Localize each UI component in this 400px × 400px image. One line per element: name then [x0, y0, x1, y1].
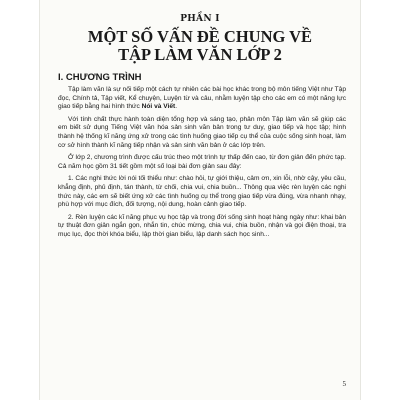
- body-text: [58, 86, 346, 244]
- part-label: PHẦN I: [180, 14, 220, 24]
- list-item-2: 2. Rèn luyện các kĩ năng phục vụ học tập và trong đời sống sinh hoạt hàng ngày như: khai bản tự thuật đơn giản ngắn gọn, nhắn tin, chúc mừng, chia vui, chia buồn, nhận và gọi điện thoại, tra mục lục, đọc thời khóa biểu, lập thời gian biểu, lập danh sách học sinh...: [58, 213, 346, 238]
- book-page: [40, 0, 360, 400]
- paragraph-1-text: Tập làm văn là sự nối tiếp một cách tự nhiên các bài học khác trong bộ môn tiếng Việt như Tập đọc, Chính tả, Tập viết, Kể chuyện, Luyện từ và câu, nhằm luyện tập cho các em có một năng lực giao tiếp bằng hai hình thức: [58, 86, 347, 111]
- paragraph-3: Ở lớp 2, chương trình được cấu trúc theo một trình tự thấp đến cao, từ đơn giản đến phức tạp. Cả năm học gồm 31 tiết gồm một số loại bài đơn giản sau đây:: [58, 154, 346, 170]
- title-line-1: MỘT SỐ VẤN ĐỀ CHUNG VỀ: [87, 27, 313, 46]
- paragraph-1-bold: Nói và Viết: [141, 103, 176, 111]
- title-line-2: TẬP LÀM VĂN LỚP 2: [118, 45, 282, 64]
- page-number: 5: [342, 380, 346, 388]
- paragraph-1: [58, 86, 346, 112]
- section-heading: I. CHƯƠNG TRÌNH: [58, 72, 142, 83]
- list-item-1: 1. Các nghi thức lời nói tối thiểu như: chào hỏi, tự giới thiệu, cảm ơn, xin lỗi, nhờ cậy, yêu cầu, khẳng định, phủ định, tán thành, từ chối, chia vui, chia buồn... Thông qua việc rèn luyện các nghi thức này, các em sẽ biết ứng xử các tình huống cụ thể trong giao tiếp vừa đúng, vừa nhanh nhạy, phù hợp với mục đích, đối tượng, nội dung, hoàn cảnh giao tiếp.: [58, 175, 346, 209]
- paragraph-2: Với tính chất thực hành toàn diện tổng hợp và sáng tạo, phân môn Tập làm văn sẽ giúp các em biết sử dụng Tiếng Việt văn hóa sản sinh văn bản trong tư duy, giao tiếp và học tập; hình thành hệ thống kĩ năng ứng xử trong các tình huống giao tiếp cụ thể của cuộc sống sinh hoạt, làm cơ sở hình thành kĩ năng tiếp nhận và sản sinh văn bản ở các lớp trên.: [58, 115, 346, 149]
- paragraph-1-end: .: [175, 103, 178, 111]
